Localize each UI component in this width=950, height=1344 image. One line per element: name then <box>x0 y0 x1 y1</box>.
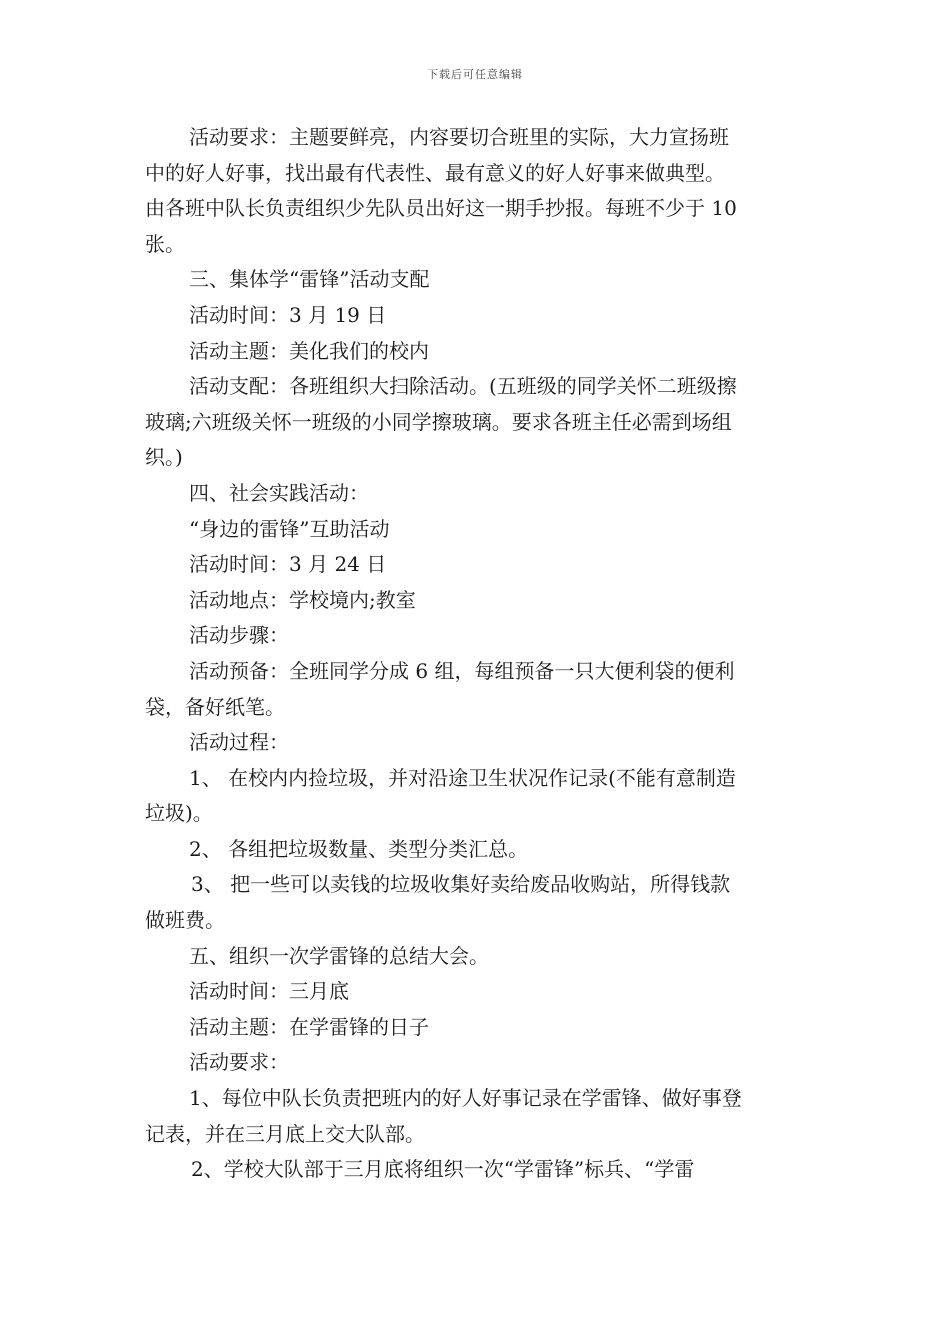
paragraph-line: 做班费。 <box>145 908 225 933</box>
paragraph-line: 张。 <box>145 231 185 256</box>
paragraph-line: 活动主题：美化我们的校内 <box>189 338 429 363</box>
paragraph-line: 玻璃;六班级关怀一班级的小同学擦玻璃。要求各班主任必需到场组 <box>145 409 732 434</box>
section-heading: 四、社会实践活动： <box>189 480 369 505</box>
list-item: 2、学校大队部于三月底将组织一次“学雷锋”标兵、“学雷 <box>191 1157 695 1182</box>
paragraph-line: 活动过程： <box>189 730 289 755</box>
paragraph-line: 活动要求： <box>189 1050 289 1075</box>
paragraph-line: 活动地点：学校境内;教室 <box>189 587 416 612</box>
list-item: 1、每位中队长负责把班内的好人好事记录在学雷锋、做好事登 <box>189 1086 742 1111</box>
paragraph-line: 活动要求：主题要鲜亮，内容要切合班里的实际，大力宣扬班 <box>189 125 729 149</box>
paragraph-line: 活动时间：3 月 24 日 <box>189 552 387 577</box>
paragraph-line: 活动时间：三月底 <box>189 979 349 1004</box>
paragraph-line: 活动支配：各班组织大扫除活动。(五班级的同学关怀二班级擦 <box>189 374 737 399</box>
section-heading: 五、组织一次学雷锋的总结大会。 <box>189 943 489 968</box>
section-heading: 三、集体学“雷锋”活动支配 <box>189 267 430 292</box>
document-body <box>145 120 810 1188</box>
paragraph-line: 中的好人好事，找出最有代表性、最有意义的好人好事来做典型。 <box>145 160 725 185</box>
paragraph-line: 袋，备好纸笔。 <box>145 694 285 719</box>
paragraph-line: 活动预备：全班同学分成 6 组，每组预备一只大便利袋的便利 <box>189 658 735 683</box>
list-item: 2、 各组把垃圾数量、类型分类汇总。 <box>189 836 529 861</box>
paragraph-line: 织。) <box>145 445 183 470</box>
paragraph-line: 由各班中队长负责组织少先队员出好这一期手抄报。每班不少于 10 <box>145 196 737 221</box>
paragraph-line: “身边的雷锋”互助活动 <box>189 516 390 541</box>
paragraph-line: 活动时间：3 月 19 日 <box>189 302 387 327</box>
list-item: 3、 把一些可以卖钱的垃圾收集好卖给废品收购站，所得钱款 <box>191 872 731 897</box>
paragraph-line: 活动步骤： <box>189 623 289 648</box>
paragraph-line: 垃圾)。 <box>145 801 213 826</box>
page-header: 下载后可任意编辑 <box>427 68 523 81</box>
paragraph-line: 记表，并在三月底上交大队部。 <box>145 1121 425 1146</box>
paragraph-line: 活动主题：在学雷锋的日子 <box>189 1014 429 1039</box>
list-item: 1、 在校内内捡垃圾，并对沿途卫生状况作记录(不能有意制造 <box>189 765 736 790</box>
